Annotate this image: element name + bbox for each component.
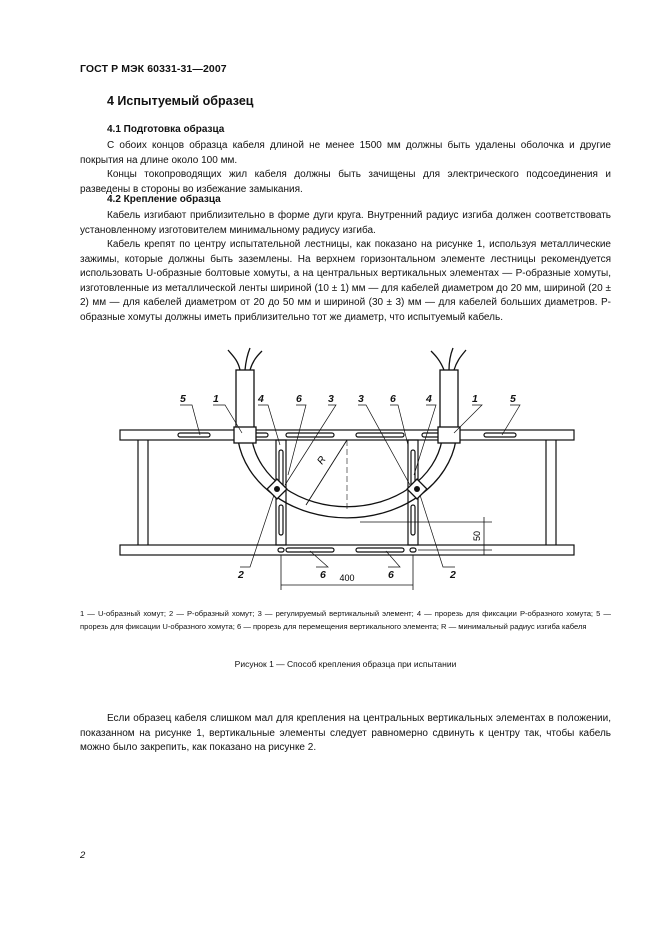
figure-label: 1 — [472, 393, 478, 405]
figure-label: 2 — [450, 569, 456, 581]
closing-paragraph — [80, 712, 611, 756]
figure-title: Рисунок 1 — Способ крепления образца при испытании — [234, 659, 457, 669]
u-clamp-left — [234, 427, 256, 443]
test-ladder-figure — [100, 345, 580, 595]
paragraph: Кабель крепят по центру испытательной лестницы, как показано на рисунке 1, используя металлические зажимы, которые должны быть заземлены. На верхнем горизонтальном элементе лестницы рекомендуется использовать U-образные болтовые хомуты, а на центральных вертикальных элементах — P-образные хомуты, изготовленные из металлической ленты шириной (10 ± 1) мм — для кабелей диаметром до 20 мм, шириной (20 ± 2) мм — для кабелей диаметром от 20 до 50 мм и шириной (30 ± 3) мм — для кабелей больших диаметров. P-образные хомуты должны иметь приблизительно тот же диаметр, что испытуемый кабель. — [80, 239, 611, 323]
figure-label: 5 — [510, 393, 516, 405]
figure-label: 4 — [258, 393, 264, 405]
section-title: 4 Испытуемый образец — [107, 94, 254, 108]
figure-label: 6 — [320, 569, 326, 581]
figure-label: 6 — [388, 569, 394, 581]
paragraph: Кабель изгибают приблизительно в форме дуги круга. Внутренний радиус изгиба должен соответствовать установленному изготовителем минимальному радиусу изгиба. — [80, 210, 611, 236]
figure-label: 5 — [180, 393, 186, 405]
slot-move-right — [356, 548, 404, 552]
radius-line — [306, 440, 347, 505]
top-rail — [120, 430, 574, 440]
subsection-4-1-body — [80, 139, 611, 197]
figure-caption: 1 — U-образный хомут; 2 — P-образный хомут; 3 — регулируемый вертикальный элемент; 4 — прорезь для фиксации P-образного хомута; 5 — прорезь для фиксации U-образного хомута; 6 — прорезь для перемещения вертикального элемента; R — минимальный радиус изгиба кабеля — [80, 609, 611, 631]
paragraph: Концы токопроводящих жил кабеля должны быть зачищены для электрического подсоединения и разведены в стороны во избежание замыкания. — [80, 169, 611, 195]
page-number: 2 — [80, 850, 86, 861]
dimension-width: 400 — [339, 573, 355, 583]
figure-label: 1 — [213, 393, 219, 405]
figure-label: 2 — [238, 569, 244, 581]
slot-u-clamp-left — [178, 433, 210, 437]
figure-label: 3 — [328, 393, 334, 405]
subsection-title-4-2: 4.2 Крепление образца — [107, 194, 221, 205]
u-clamp-right — [438, 427, 460, 443]
figure-label: 6 — [390, 393, 396, 405]
subsection-title-4-1: 4.1 Подготовка образца — [107, 124, 225, 135]
figure-label: 3 — [358, 393, 364, 405]
dimension-height: 50 — [472, 530, 482, 542]
figure-label: 4 — [426, 393, 432, 405]
paragraph: С обоих концов образца кабеля длиной не менее 1500 мм должны быть удалены оболочка и другие покрытия на длине около 100 мм. — [80, 140, 611, 166]
radius-label: R — [315, 454, 329, 467]
bottom-rail — [120, 545, 574, 555]
document-header: ГОСТ Р МЭК 60331-31—2007 — [80, 63, 227, 75]
subsection-4-2-body — [80, 209, 611, 325]
figure-label: 6 — [296, 393, 302, 405]
slot-u-clamp-right — [484, 433, 516, 437]
paragraph: Если образец кабеля слишком мал для крепления на центральных вертикальных элементах в положении, показанном на рисунке 1, вертикальные элементы следует равномерно сдвинуть к центру так, чтобы кабель можно было закрепить, как показано на рисунке 2. — [80, 713, 611, 753]
